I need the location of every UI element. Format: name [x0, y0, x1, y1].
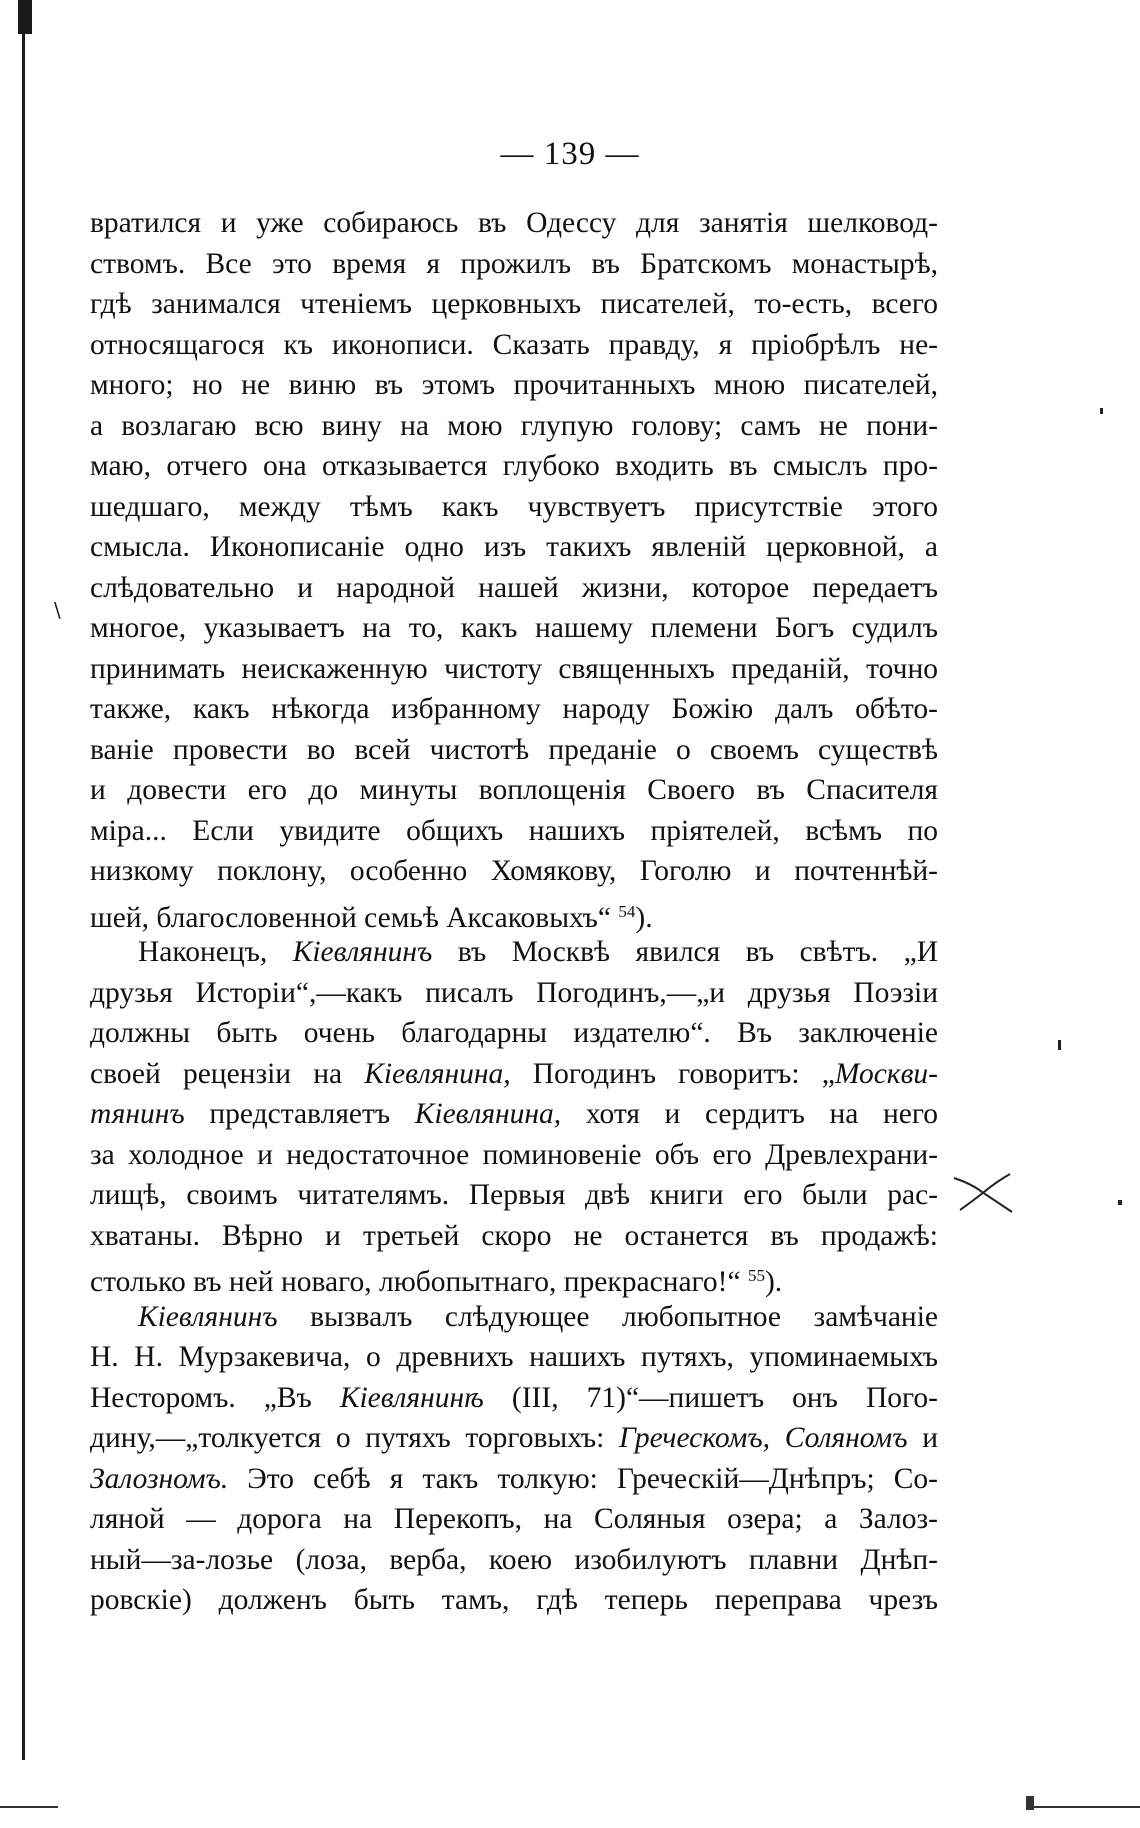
text-line — [90, 932, 938, 973]
text-run: маю, отчего она отказывается глубоко входить въ смыслъ про- — [90, 450, 938, 482]
text-line — [90, 851, 938, 892]
text-run: за холодное и недостаточное поминовеніе объ его Древлехрани- — [90, 1138, 938, 1171]
text-line — [90, 1135, 938, 1176]
text-run: много; но не виню въ этомъ прочитанныхъ мною писателей, — [90, 369, 938, 401]
text-line — [90, 1378, 938, 1419]
text-line — [90, 1540, 938, 1581]
text-line — [90, 568, 938, 609]
text-line — [90, 770, 938, 811]
text-run: Наконецъ, — [138, 936, 293, 968]
text-line — [90, 689, 938, 730]
text-run: и — [907, 1422, 938, 1454]
text-run: ровскіе) долженъ быть тамъ, гдѣ теперь переправа чрезъ — [90, 1584, 938, 1616]
margin-speck — [1058, 1040, 1061, 1050]
text-line — [90, 527, 938, 568]
text-line — [90, 1297, 938, 1338]
text-run: вратился и уже собираюсь въ Одессу для занятія шелковод- — [90, 207, 938, 239]
page-number: — 139 — — [500, 136, 640, 172]
margin-tick-mark: \ — [54, 598, 61, 622]
text-run: друзья Исторіи“,—какъ писалъ Погодинъ,—„и друзья Поэзіи — [90, 976, 938, 1009]
text-line — [90, 1418, 938, 1459]
text-run: гдѣ занимался чтеніемъ церковныхъ писателей, то-есть, всего — [90, 288, 938, 320]
text-line — [90, 649, 938, 690]
text-line — [90, 365, 938, 406]
text-run: низкому поклону, особенно Хомякову, Гоголю и почтеннѣй- — [90, 855, 938, 887]
text-line — [90, 1054, 938, 1095]
text-line — [90, 446, 938, 487]
footnote-ref: 55 — [747, 1266, 765, 1285]
text-run: а возлагаю всю вину на мою глупую голову; самъ не пони- — [90, 409, 938, 442]
text-run: хватаны. Вѣрно и третьей скоро не останется въ продажѣ: — [90, 1219, 938, 1252]
text-run: многое, указываетъ на то, какъ нашему племени Богъ судилъ — [90, 612, 938, 644]
text-line — [90, 1580, 938, 1621]
italic-text: Кіевлянина, — [364, 1057, 511, 1090]
text-run: дину,—„толкуется о путяхъ торговыхъ: — [90, 1422, 619, 1454]
text-line — [90, 1013, 938, 1054]
text-run: Погодинъ говоритъ: „ — [510, 1057, 835, 1090]
binding-edge-line — [22, 30, 25, 1760]
text-line — [90, 608, 938, 649]
text-run: смысла. Иконописаніе одно изъ такихъ явленій церковной, а — [90, 531, 938, 563]
italic-text: Кіевлянинѣ — [339, 1381, 484, 1414]
text-line — [90, 811, 938, 852]
italic-text: Залозномъ. — [90, 1462, 229, 1495]
text-run: относящагося къ иконописи. Сказать правду, я пріобрѣлъ не- — [90, 328, 938, 361]
text-line — [90, 203, 938, 244]
margin-speck — [1100, 408, 1103, 414]
text-run: шей, благословенной семьѣ Аксаковыхъ“ — [90, 901, 619, 934]
text-run: и довести его до минуты воплощенія Своего въ Спасителя — [90, 774, 938, 806]
margin-cross-mark-icon — [952, 1170, 1014, 1216]
text-line — [90, 730, 938, 771]
text-run: Н. Н. Мурзакевича, о древнихъ нашихъ путяхъ, упоминаемыхъ — [90, 1341, 938, 1373]
text-run: Несторомъ. „Въ — [90, 1381, 340, 1414]
text-run: своей рецензіи на — [90, 1057, 365, 1090]
text-run: также, какъ нѣкогда избранному народу Божію далъ обѣто- — [90, 693, 938, 725]
text-run: ный—за-лозье (лоза, верба, коею изобилуютъ плавни Днѣп- — [90, 1543, 938, 1576]
text-run: принимать неискаженную чистоту священныхъ преданій, точно — [90, 652, 938, 685]
text-line — [90, 487, 938, 528]
corner-scan-mark — [18, 0, 32, 34]
text-line — [90, 1337, 938, 1378]
text-run: (III, 71)“—пишетъ онъ Пого- — [483, 1381, 938, 1414]
text-line — [90, 1094, 938, 1135]
text-line — [90, 973, 938, 1014]
italic-text: Кіевлянинъ — [292, 936, 433, 968]
text-line — [90, 1216, 938, 1257]
text-run: въ Москвѣ явился въ свѣтъ. „И — [432, 936, 938, 968]
text-run: лищѣ, своимъ читателямъ. Первыя двѣ книги его были рас- — [90, 1179, 938, 1211]
text-line — [90, 244, 938, 285]
text-line — [90, 406, 938, 447]
text-run: слѣдовательно и народной нашей жизни, которое передаетъ — [90, 571, 938, 604]
text-line — [90, 1256, 938, 1297]
text-run: ). — [764, 1266, 783, 1298]
text-run: ). — [635, 901, 653, 934]
text-run: хотя и сердитъ на него — [561, 1098, 938, 1130]
text-run: должны быть очень благодарны издателю“. Въ заключеніе — [90, 1017, 938, 1049]
italic-text: Кіевлянинъ — [138, 1300, 278, 1333]
text-run: шедшаго, между тѣмъ какъ чувствуетъ присутствіе этого — [90, 490, 938, 523]
text-line — [90, 1499, 938, 1540]
italic-text: тянинъ — [90, 1098, 185, 1130]
italic-text: Кіевлянина, — [414, 1098, 562, 1130]
text-line — [90, 892, 938, 933]
text-line — [90, 1459, 938, 1500]
footnote-ref: 54 — [618, 901, 636, 921]
margin-speck — [1118, 1200, 1122, 1205]
text-run: вызвалъ слѣдующее любопытное замѣчаніе — [277, 1300, 938, 1333]
text-line — [90, 1175, 938, 1216]
text-run: Это себѣ я такъ толкую: Греческій—Днѣпръ; Со- — [228, 1462, 938, 1495]
text-run: ствомъ. Все это время я прожилъ въ Братскомъ монастырѣ, — [90, 247, 938, 280]
text-run: представляетъ — [184, 1098, 415, 1130]
bottom-edge-rule-right — [1032, 1806, 1140, 1808]
text-line — [90, 284, 938, 325]
italic-text: Греческомъ, Соляномъ — [618, 1422, 908, 1454]
body-text — [90, 203, 938, 1621]
text-line — [90, 325, 938, 366]
text-run: ляной — дорога на Перекопъ, на Соляныя озера; а Залоз- — [90, 1503, 938, 1535]
text-run: столько въ ней новаго, любопытнаго, прекраснаго!“ — [90, 1266, 748, 1298]
text-run: ваніе провести во всей чистотѣ преданіе о своемъ существѣ — [90, 733, 938, 766]
bottom-edge-rule-left — [0, 1806, 58, 1808]
italic-text: Москви- — [834, 1057, 938, 1090]
text-run: міра... Если увидите общихъ нашихъ пріятелей, всѣмъ по — [90, 814, 938, 847]
